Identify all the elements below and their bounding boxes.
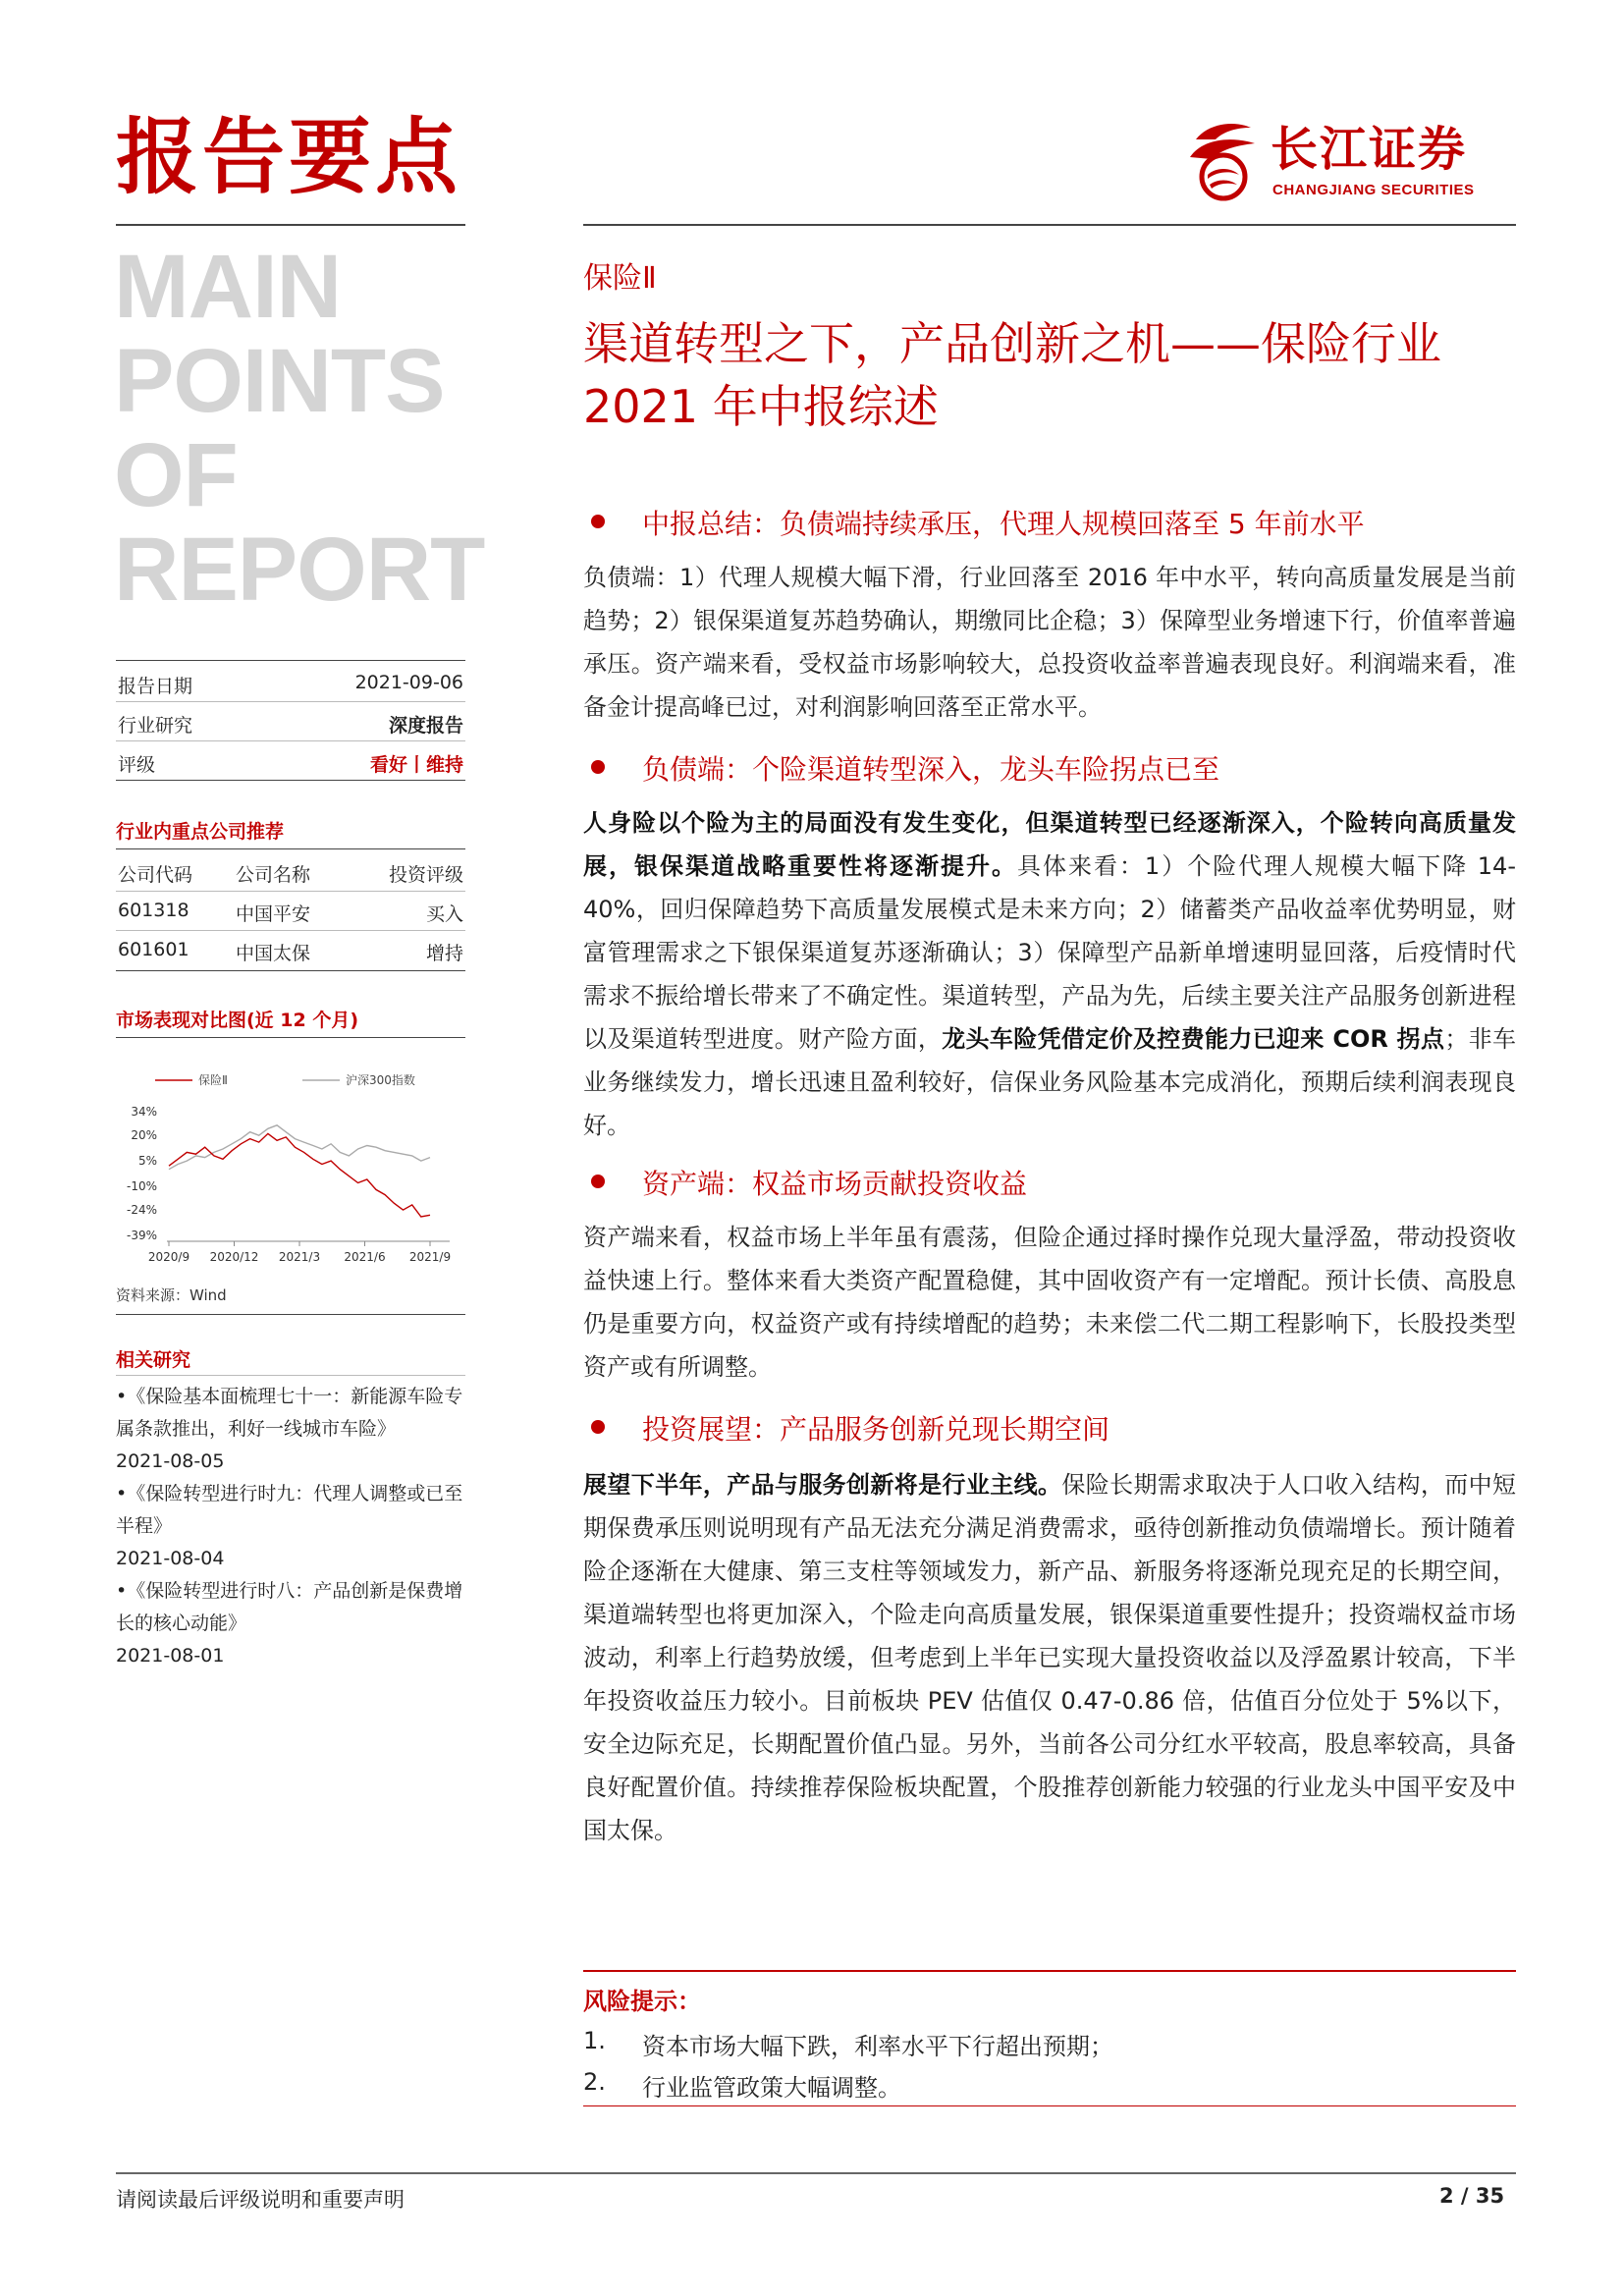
y-axis-ticks: [127, 1105, 157, 1242]
y-tick-label: 34%: [131, 1105, 157, 1119]
info-key: 报告日期: [118, 676, 193, 697]
related-date: 2021-08-01: [116, 1645, 225, 1667]
company-rating: 买入: [425, 903, 463, 925]
bullet-icon: [591, 1420, 605, 1434]
section-heading-text: 投资展望：产品服务创新兑现长期空间: [642, 1413, 1110, 1446]
chart-legend: [155, 1072, 415, 1087]
x-tick-label: 2020/12: [209, 1250, 259, 1264]
paragraph-body: 保险长期需求取决于人口收入结构，而中短期保费承压则说明现有产品无法充分满足消费需求，亟待创新推动负债端增长。预计随着险企逐渐在大健康、第三支柱等领域发力，新产品、新服务将逐渐兑现充足的长期空间，渠道端转型也将更加深入，个险走向高质量发展，银保渠道重要性提升；投资端权益市场波动，利率上行趋势放缓，但考虑到上半年已实现大量投资收益以及浮盈累计较高，下半年投资收益压力较小。目前板块 PEV 估值仅 0.47-0.86 倍，估值百分位处于 5%以下，安全边际充足，长期配置价值凸显。另外，当前各公司分红水平较高，股息率较高，具备良好配置价值。持续推荐保险板块配置，个股推荐创新能力较强的行业龙头中国平安及中国太保。: [583, 1471, 1517, 1844]
y-tick-label: 20%: [131, 1128, 157, 1143]
bullet-icon: [591, 1175, 605, 1188]
list-item[interactable]: [116, 1381, 469, 1478]
market-chart-title: 市场表现对比图(近 12 个月): [116, 1010, 359, 1031]
related-title[interactable]: •《保险基本面梳理七十一：新能源车险专属条款推出，利好一线城市车险》: [116, 1386, 463, 1440]
market-performance-chart: [116, 1059, 469, 1277]
list-item[interactable]: [116, 1575, 469, 1672]
list-item[interactable]: [116, 1478, 469, 1575]
section-heading: [583, 1163, 1516, 1202]
section-paragraph: [583, 1463, 1516, 1852]
footer-divider: [116, 2172, 1516, 2174]
info-row-rating: [116, 742, 465, 780]
company-name: 中国平安: [236, 903, 311, 925]
section-divider: [116, 1314, 465, 1315]
related-title[interactable]: •《保险转型进行时九：代理人调整或已至半程》: [116, 1483, 463, 1537]
info-value: 2021-09-06: [354, 672, 463, 693]
paragraph-lead: 人身险以个险为主的局面没有发生变化，但渠道转型已经逐渐深入，个险转向高质量发展，银保渠道战略重要性将逐渐提升。: [583, 809, 1516, 880]
page-number: 2 / 35: [1439, 2184, 1505, 2208]
related-date: 2021-08-04: [116, 1548, 225, 1569]
section-heading: [583, 1408, 1516, 1448]
info-divider: [116, 740, 465, 741]
risk-divider: [583, 2105, 1516, 2106]
bullet-icon: [591, 760, 605, 774]
section-paragraph: [583, 801, 1516, 1147]
section-heading-text: 负债端：个险渠道转型深入，龙头车险拐点已至: [642, 753, 1220, 786]
related-date: 2021-08-05: [116, 1450, 225, 1472]
watermark-line: OF: [114, 425, 238, 525]
company-table: [116, 852, 465, 969]
column-header: 公司名称: [236, 864, 311, 886]
x-tick-label: 2021/6: [344, 1250, 386, 1264]
paragraph-emphasis: 龙头车险凭借定价及控费能力已迎来 COR 拐点: [942, 1025, 1445, 1053]
chart-source: 资料来源：Wind: [116, 1286, 227, 1304]
related-research-title: 相关研究: [116, 1349, 191, 1371]
section-paragraph: 资产端来看，权益市场上半年虽有震荡，但险企通过择时操作兑现大量浮盈，带动投资收益快速上行。整体来看大类资产配置稳健，其中固收资产有一定增配。预计长债、高股息仍是重要方向，权益资产或有持续增配的趋势；未来偿二代二期工程影响下，长股投类型资产或有所调整。: [583, 1224, 1516, 1381]
series-line: [169, 1125, 430, 1170]
info-divider: [116, 701, 465, 702]
x-tick-label: 2020/9: [147, 1250, 190, 1264]
paragraph-body: 具体来看：1）个险代理人规模大幅下降 14-40%，回归保障趋势下高质量发展模式是未来方向；2）储蓄类产品收益率优势明显，财富管理需求之下银保渠道复苏逐渐确认；3）保障型产品新单增速明显回落，后疫情时代需求不振给增长带来了不确定性。渠道转型，产品为先，后续主要关注产品服务创新进程以及渠道转型进度。财产险方面，: [583, 852, 1516, 1053]
column-header: 公司代码: [118, 864, 193, 886]
x-tick-label: 2021/9: [408, 1250, 452, 1264]
info-key: 评级: [118, 754, 156, 776]
risk-divider: [583, 1970, 1516, 1972]
watermark-line: MAIN: [114, 237, 342, 337]
heading-divider: [116, 224, 465, 226]
main-points-watermark: [114, 237, 485, 620]
section-heading-text: 中报总结：负债端持续承压，代理人规模回落至 5 年前水平: [642, 508, 1365, 540]
watermark-line: POINTS: [114, 331, 445, 431]
rating-value: 看好丨维持: [369, 754, 463, 776]
risk-text: 资本市场大幅下跌，利率水平下行超出预期；: [642, 2033, 1113, 2060]
risk-number: 2.: [583, 2068, 606, 2096]
risk-title: 风险提示：: [583, 1988, 701, 2015]
header-divider: [583, 224, 1516, 226]
changjiang-securities-logo: [1186, 118, 1520, 206]
section-heading-text: 资产端：权益市场贡献投资收益: [642, 1168, 1028, 1200]
section-heading: [583, 503, 1516, 542]
y-tick-label: -10%: [126, 1178, 157, 1193]
report-heading: 报告要点: [116, 109, 462, 205]
x-tick-label: 2021/3: [278, 1250, 321, 1264]
section-divider: [116, 848, 465, 849]
series-line: [169, 1133, 430, 1217]
info-row-type: [116, 703, 465, 740]
company-code: 601318: [118, 900, 189, 921]
column-header: 投资评级: [388, 864, 463, 886]
legend-label: 保险Ⅱ: [198, 1073, 228, 1087]
legend-label: 沪深300指数: [346, 1073, 415, 1087]
bullet-icon: [591, 515, 605, 528]
y-tick-label: 5%: [137, 1154, 157, 1169]
paragraph-tail: ；非车业务继续发力，增长迅速且盈利较好，信保业务风险基本完成消化，预期后续利润表现良好。: [583, 1025, 1517, 1139]
related-title[interactable]: •《保险转型进行时八：产品创新是保费增长的核心动能》: [116, 1580, 463, 1634]
info-divider: [116, 780, 465, 781]
risk-number: 1.: [583, 2027, 606, 2054]
section-divider: [116, 970, 465, 971]
logo-chinese-name: 长江证券: [1271, 122, 1468, 177]
company-rating: 增持: [425, 943, 463, 964]
paragraph-lead: 展望下半年，产品与服务创新将是行业主线。: [583, 1471, 1062, 1499]
industry-category: 保险Ⅱ: [583, 261, 657, 296]
info-key: 行业研究: [118, 715, 193, 737]
table-row: [116, 892, 465, 930]
related-research-list: [116, 1381, 469, 1672]
logo-english-name: CHANGJIANG SECURITIES: [1272, 182, 1475, 198]
company-code: 601601: [118, 939, 189, 960]
info-value: 深度报告: [388, 715, 463, 737]
company-recommend-title: 行业内重点公司推荐: [116, 821, 285, 843]
table-row: [116, 931, 465, 969]
company-table-header: [116, 852, 465, 891]
info-row-date: [116, 664, 465, 701]
x-axis-ticks: [148, 1241, 451, 1264]
section-heading: [583, 748, 1516, 788]
section-divider: [116, 1037, 465, 1038]
footer-disclaimer: 请阅读最后评级说明和重要声明: [116, 2188, 405, 2212]
section-paragraph: 负债端：1）代理人规模大幅下滑，行业回落至 2016 年中水平，转向高质量发展是当前趋势；2）银保渠道复苏趋势确认，期缴同比企稳；3）保障型业务增速下行，价值率普遍承压。资产端来看，受权益市场影响较大，总投资收益率普遍表现良好。利润端来看，准备金计提高峰已过，对利润影响回落至正常水平。: [583, 564, 1516, 721]
y-tick-label: -24%: [126, 1203, 157, 1218]
logo-mark-icon: [1186, 118, 1261, 202]
company-name: 中国太保: [236, 943, 311, 964]
y-tick-label: -39%: [126, 1229, 157, 1242]
chart-series: [169, 1125, 430, 1217]
report-title: 渠道转型之下，产品创新之机——保险行业 2021 年中报综述: [583, 317, 1441, 433]
risk-text: 行业监管政策大幅调整。: [642, 2074, 901, 2102]
info-divider: [116, 660, 465, 661]
watermark-line: REPORT: [114, 519, 485, 620]
section-divider: [116, 1375, 465, 1376]
